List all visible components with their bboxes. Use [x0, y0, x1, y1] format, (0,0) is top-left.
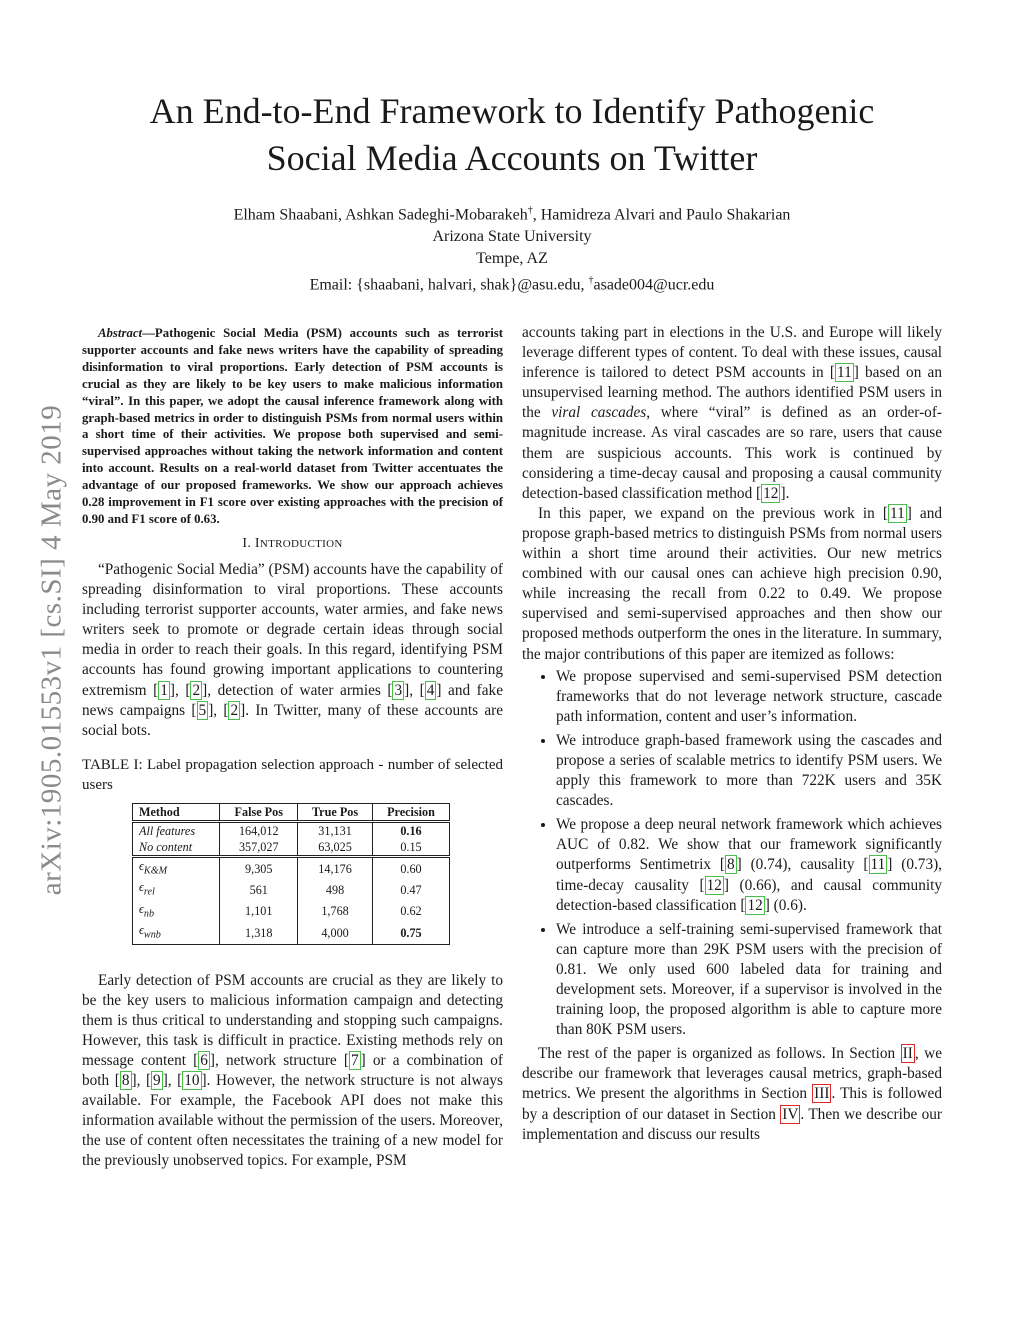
- true-pos-cell: 4,000: [298, 922, 373, 944]
- section-heading-introduction: I. INTRODUCTION: [242, 535, 343, 551]
- location: Tempe, AZ: [476, 250, 548, 268]
- citation-link[interactable]: 7: [350, 1051, 359, 1069]
- affiliation: Arizona State University: [432, 228, 592, 246]
- precision-cell: 0.60: [372, 856, 449, 879]
- dagger-mark: †: [588, 275, 594, 287]
- table-row: [133, 821, 450, 839]
- method-cell: No content: [133, 839, 220, 857]
- true-pos-cell: 498: [298, 879, 373, 900]
- table-header-cell: False Pos: [220, 803, 298, 821]
- citation-link[interactable]: 12: [763, 484, 779, 502]
- abstract: [82, 325, 503, 528]
- false-pos-cell: 1,318: [220, 922, 298, 944]
- right-paragraph-3: The rest of the paper is organized as follows. In Section II , we describe our framework that leverages causal metrics, graph-based metrics. We present the algorithms in Section III . This is followed by a description of our dataset in Section IV . Then we describe our implementation and discuss our results: [522, 1045, 942, 1143]
- citation-link[interactable]: 4: [426, 681, 435, 699]
- method-cell: $\epsilon_{rel}$: [133, 879, 220, 900]
- list-item: • We propose a deep neural network framework which achieves AUC of 0.82. We show that our framework significantly outperforms Sentimetrix [ 8 ] (0.74), causality [ 11 ] (0.73), time-decay causality [ 12 ] (0.66), and causal community detection-based classification [ 12 ] (0.6).: [556, 815, 942, 915]
- citation-link[interactable]: 12: [747, 896, 763, 914]
- method-cell: $\epsilon_{wnb}$: [133, 922, 220, 944]
- false-pos-cell: 561: [220, 879, 298, 900]
- title-line-2: Social Media Accounts on Twitter: [266, 138, 758, 178]
- citation-link[interactable]: 9: [153, 1072, 161, 1090]
- table-row: [133, 839, 450, 857]
- true-pos-cell: 1,768: [298, 901, 373, 922]
- citation-link[interactable]: 11: [836, 364, 852, 382]
- section-link[interactable]: IV: [782, 1105, 799, 1123]
- citation-link[interactable]: 12: [706, 876, 722, 894]
- arxiv-id: arXiv:1905.01553v1 [cs.SI] 4 May 2019: [35, 404, 68, 896]
- table-row: [133, 922, 450, 944]
- citation-link[interactable]: 8: [726, 856, 735, 874]
- author-block: [0, 200, 1024, 297]
- right-column: [522, 323, 942, 1145]
- table-row: [133, 879, 450, 900]
- table-caption: TABLE I: Label propagation selection approach - number of selected users: [82, 756, 503, 793]
- citation-link[interactable]: 11: [889, 504, 905, 522]
- false-pos-cell: 164,012: [220, 821, 298, 839]
- list-item: • We introduce graph-based framework using the cascades and propose a series of scalable metrics to identify PSM users. We apply this framework to more than 722K users and 35K cascades.: [556, 731, 942, 811]
- right-paragraph-2: In this paper, we expand on the previous work in [ 11 ] and propose graph-based metrics to distinguish PSMs from normal users within a short time around their activities. Our new metrics combined with our causal ones can achieve high precision 0.90, while increasing the recall from 0.22 to 0.49. We propose supervised and semi-supervised approaches and then show our proposed methods outperform the ones in the literature. In summary, the major contributions of this paper are itemized as follows:: [522, 504, 942, 663]
- citation-link[interactable]: 11: [870, 856, 886, 874]
- citation-link[interactable]: 10: [184, 1072, 200, 1090]
- table-row: [133, 856, 450, 879]
- author-names: Elham Shaabani, Ashkan Sadeghi-Mobarakeh†, Hamidreza Alvari and Paulo Shakarian: [233, 205, 791, 224]
- table-row: [133, 901, 450, 922]
- table-header-row: [133, 803, 450, 821]
- citation-link[interactable]: 1: [160, 681, 168, 699]
- true-pos-cell: 63,025: [298, 839, 373, 857]
- method-cell: All features: [133, 821, 220, 839]
- citation-link[interactable]: 2: [230, 701, 239, 719]
- list-item: • We propose supervised and semi-supervised PSM detection frameworks that do not leverage network structure, cascade path information, content and user’s information.: [556, 667, 942, 727]
- precision-cell: 0.62: [372, 901, 449, 922]
- table-header-cell: Method: [133, 803, 220, 821]
- method-cell: $\epsilon_{K\&M}$: [133, 856, 220, 879]
- precision-cell: 0.16: [372, 821, 449, 839]
- false-pos-cell: 1,101: [220, 901, 298, 922]
- intro-paragraph-1: “Pathogenic Social Media” (PSM) accounts have the capability of spreading disinformation to viral proportions. These accounts including terrorist supporter accounts, water armies, and fake news writers seek to promote or degrade certain ideas through social media in order to reach their goals. In this regard, identifying PSM accounts has found growing important applications to countering extremism [ 1 ], [ 2 ], detection of water armies [ 3 ], [ 4 ] and fake news campaigns [ 5 ], [ 2 ]. In Twitter, many of these accounts are social bots.: [82, 560, 503, 739]
- right-paragraph-1: accounts taking part in elections in the U.S. and Europe will likely leverage different types of content. To deal with these issues, causal inference is tailored to detect PSM accounts in [ 11 ] based on an unsupervised learning method. The authors identified PSM users in the viral cascades, where “viral” is defined as an order-of-magnitude increase. As viral cascades are so rare, users that cause them are suspicious accounts. This work is continued by considering a time-decay causal and proposing a causal community detection-based classification method [ 12 ].: [522, 324, 943, 502]
- left-column: [82, 325, 503, 1172]
- method-cell: $\epsilon_{nb}$: [133, 901, 220, 922]
- table-header-cell: Precision: [372, 803, 449, 821]
- section-link[interactable]: III: [814, 1085, 830, 1103]
- table-header-cell: True Pos: [298, 803, 373, 821]
- contributions-list: [522, 667, 942, 1041]
- citation-link[interactable]: 3: [394, 681, 403, 699]
- false-pos-cell: 357,027: [220, 839, 298, 857]
- intro-paragraph-2: Early detection of PSM accounts are crucial as they are likely to be the key users to malicious information campaign and detecting them is thus critical to understanding and stopping such campaigns. However, this task is difficult in practice. Existing methods rely on message content [ 6 ], network structure [ 7 ] or a combination of both [ 8 ], [ 9 ], [ 10 ]. However, the network structure is not always available. For example, the Facebook API does not make this information available without the permission of the users. Moreover, the use of content often necessitates the training of a new model for the previously unobserved topics. For example, PSM: [82, 971, 503, 1170]
- citation-link[interactable]: 2: [192, 681, 201, 699]
- precision-cell: 0.47: [372, 879, 449, 900]
- false-pos-cell: 9,305: [220, 856, 298, 879]
- citation-link[interactable]: 5: [198, 701, 207, 719]
- paper-title: [0, 88, 1024, 182]
- citation-link[interactable]: 8: [121, 1072, 130, 1090]
- email-line: Email: {shaabani, halvari, shak}@asu.edu, †asade004@ucr.edu: [309, 275, 715, 294]
- title-line-1: An End-to-End Framework to Identify Pathogenic: [149, 91, 875, 131]
- abstract-text: —Pathogenic Social Media (PSM) accounts such as terrorist supporter accounts and fake news writers have the capability of spreading disinformation to viral proportions. Early detection of PSM accounts is crucial as they are likely to be key users to make malicious information “viral”. In this paper, we adopt the causal inference framework along with graph-based metrics in order to distinguish PSMs from normal users within a short time of their activities. We propose both supervised and semi-supervised approaches without taking the network information and content into account. Results on a real-world dataset from Twitter accentuates the advantage of our proposed frameworks. We show our approach achieves 0.28 improvement in F1 score over existing approaches with the precision of 0.90 and F1 score of 0.63.: [82, 326, 503, 526]
- dagger-mark: †: [527, 205, 533, 216]
- results-table: [132, 803, 450, 945]
- abstract-label: Abstract: [98, 326, 143, 340]
- true-pos-cell: 31,131: [298, 821, 373, 839]
- citation-link[interactable]: 6: [200, 1051, 208, 1069]
- true-pos-cell: 14,176: [298, 856, 373, 879]
- precision-cell: 0.15: [372, 839, 449, 857]
- section-link[interactable]: II: [902, 1045, 913, 1063]
- precision-cell: 0.75: [372, 922, 449, 944]
- list-item: • We introduce a self-training semi-supervised framework that can capture more than 29K PSM users with the precision of 0.81. We only used 600 labeled data for training and development sets. Moreover, if a supervisor is involved in the training loop, the proposed algorithm is able to capture more than 80K PSM users.: [556, 920, 942, 1041]
